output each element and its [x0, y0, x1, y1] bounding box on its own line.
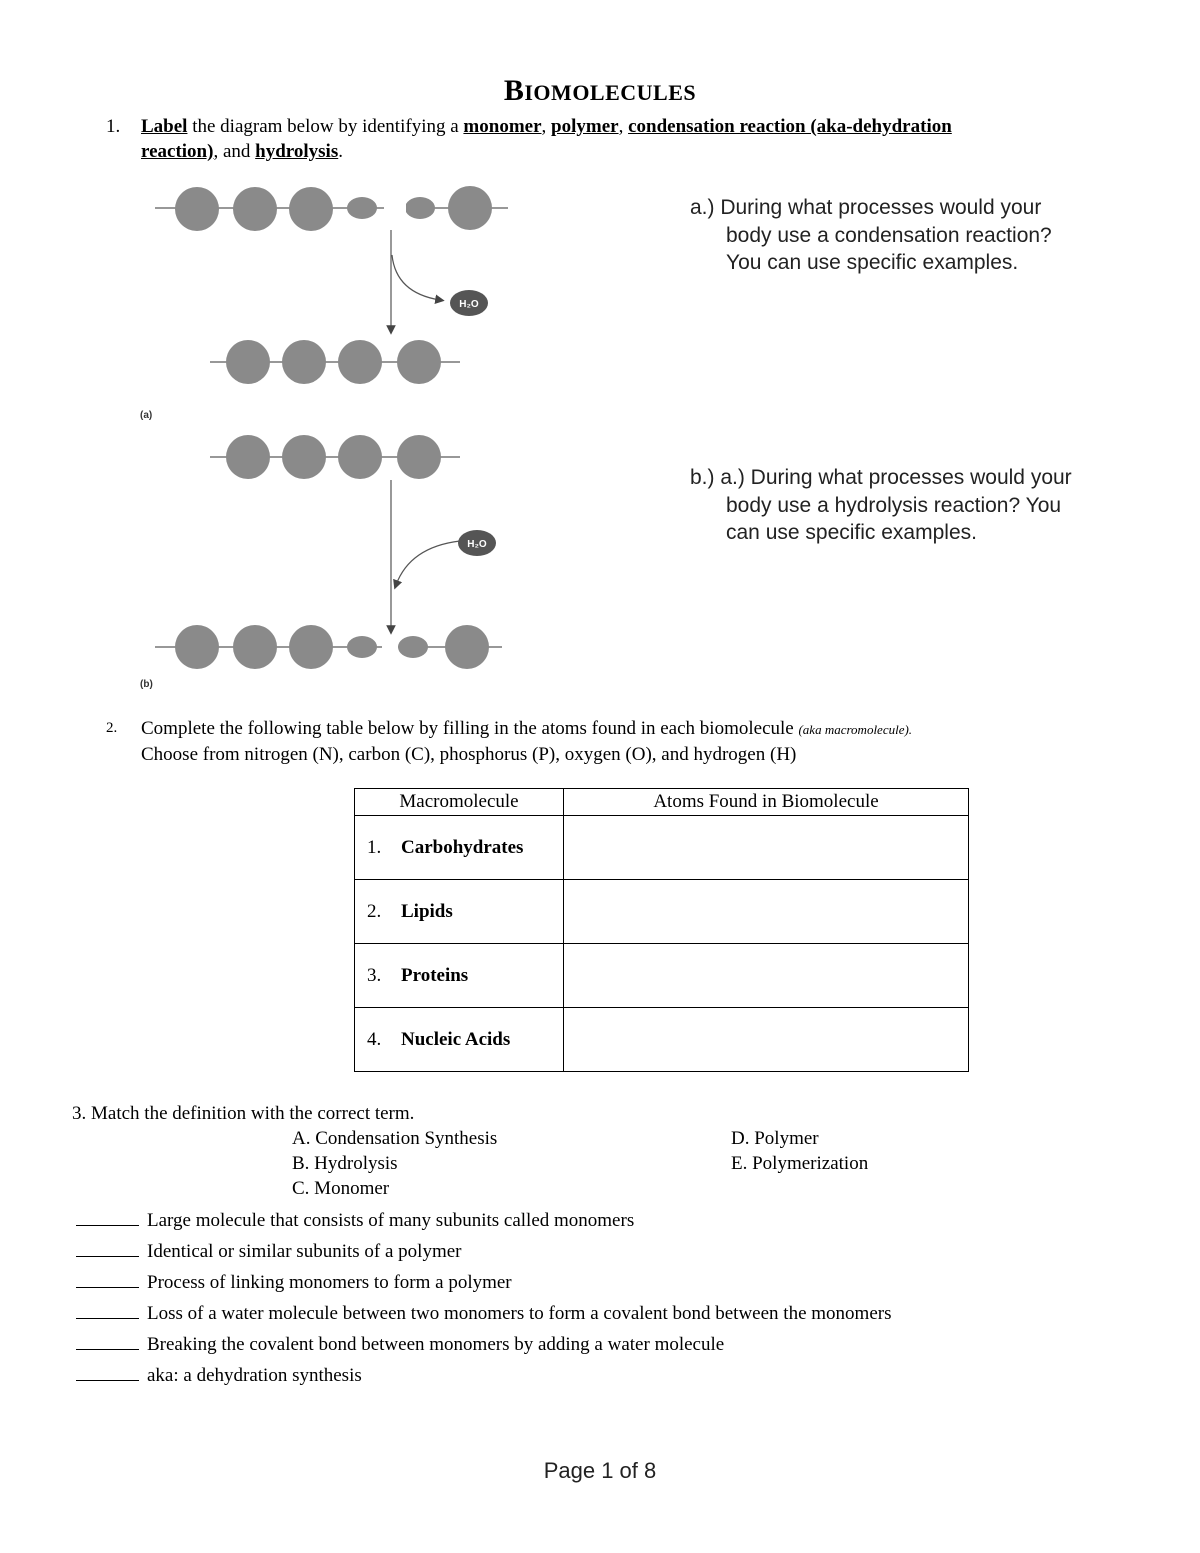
question-1-text [141, 114, 1101, 164]
table-row [355, 816, 969, 880]
monomer-term: monomer [463, 116, 542, 137]
q1-period: . [338, 141, 343, 162]
answer-blank[interactable] [76, 1269, 139, 1288]
monomer-chain-bottom [155, 625, 502, 669]
polymer-chain-a [210, 340, 460, 384]
table-row [355, 944, 969, 1008]
macromolecule-cell [355, 816, 564, 880]
question-a [690, 194, 1170, 277]
answer-blank[interactable] [76, 1207, 139, 1226]
question-b-line-2: body use a hydrolysis reaction? You [726, 493, 1062, 517]
row-number: 4. [367, 1028, 382, 1050]
term-d: D. Polymer [731, 1128, 819, 1149]
row-number: 2. [367, 900, 382, 922]
header-macromolecule: Macromolecule [355, 789, 564, 816]
page-title [0, 74, 1200, 108]
title-initial: B [503, 74, 525, 107]
term-a: A. Condensation Synthesis [292, 1128, 498, 1149]
term-c: C. Monomer [292, 1178, 390, 1199]
atoms-answer-cell[interactable] [564, 944, 969, 1008]
definition-text: Loss of a water molecule between two monomers to form a covalent bond between the monomers [147, 1303, 892, 1324]
definition-item [76, 1236, 1176, 1267]
polymer-term: polymer [551, 116, 619, 137]
title-rest: IOMOLECULES [524, 80, 697, 105]
atoms-answer-cell[interactable] [564, 880, 969, 944]
label-b: (b) [140, 679, 153, 690]
q1-comma-1: , [541, 116, 552, 137]
row-number: 3. [367, 964, 382, 986]
definition-text: Large molecule that consists of many subunits called monomers [147, 1210, 635, 1231]
definition-item [76, 1205, 1176, 1236]
question-a-line-3: You can use specific examples. [726, 251, 1019, 274]
q1-text-1: the diagram below by identifying a [187, 116, 464, 137]
water-label-b: H₂O [467, 539, 487, 550]
atoms-answer-cell[interactable] [564, 1008, 969, 1072]
hydrolysis-term: hydrolysis [255, 141, 339, 162]
macromolecule-name: Lipids [401, 900, 453, 922]
question-a-line-1: a.) During what processes would your [690, 196, 1042, 219]
table-row [355, 880, 969, 944]
answer-blank[interactable] [76, 1300, 139, 1319]
table-header-row [355, 789, 969, 816]
q2-aka: (aka macromolecule). [798, 722, 913, 737]
definition-item [76, 1267, 1176, 1298]
question-2-number: 2. [106, 720, 118, 736]
header-atoms: Atoms Found in Biomolecule [564, 789, 969, 816]
definitions-list [76, 1205, 1176, 1391]
page-number: Page 1 of 8 [543, 1458, 657, 1483]
row-number: 1. [367, 836, 382, 858]
q1-comma-2: , [618, 116, 629, 137]
q1-text-2: , and [213, 141, 256, 162]
definition-item [76, 1298, 1176, 1329]
polymer-chain-b [210, 435, 460, 479]
macromolecule-cell [355, 944, 564, 1008]
definition-text: Breaking the covalent bond between monomers by adding a water molecule [147, 1334, 725, 1355]
definition-text: Identical or similar subunits of a polymer [147, 1241, 462, 1262]
question-b [690, 464, 1170, 547]
condensation-term: condensation reaction (aka-dehydration [628, 116, 952, 137]
definition-item [76, 1329, 1176, 1360]
macromolecule-name: Proteins [401, 964, 469, 986]
macromolecule-name: Nucleic Acids [401, 1028, 511, 1050]
q2-line-2: Choose from nitrogen (N), carbon (C), phosphorus (P), oxygen (O), and hydrogen (H) [141, 744, 797, 765]
question-a-line-2: body use a condensation reaction? [726, 223, 1052, 247]
question-3-intro: 3. Match the definition with the correct term. [72, 1103, 415, 1124]
answer-blank[interactable] [76, 1362, 139, 1381]
q2-line-1: Complete the following table below by filling in the atoms found in each biomolecule [141, 718, 799, 739]
question-1-number: 1. [106, 116, 121, 137]
atoms-answer-cell[interactable] [564, 816, 969, 880]
table-row [355, 1008, 969, 1072]
water-release-arrow [392, 255, 440, 300]
label-a: (a) [140, 410, 153, 421]
reaction-diagram [130, 175, 530, 700]
answer-blank[interactable] [76, 1331, 139, 1350]
question-b-line-3: can use specific examples. [726, 521, 977, 544]
macromolecule-name: Carbohydrates [401, 836, 524, 858]
term-b: B. Hydrolysis [292, 1153, 398, 1174]
macromolecule-cell [355, 1008, 564, 1072]
definition-text: aka: a dehydration synthesis [147, 1365, 362, 1386]
label-term: Label [141, 116, 188, 137]
question-b-line-1: b.) a.) During what processes would your [690, 466, 1072, 489]
condensation-term-end: reaction) [141, 141, 214, 162]
definition-text: Process of linking monomers to form a polymer [147, 1272, 512, 1293]
monomer-chain-top [155, 186, 508, 231]
definition-item [76, 1360, 1176, 1391]
water-add-arrow [396, 541, 460, 585]
atoms-table [354, 788, 969, 1072]
term-e: E. Polymerization [731, 1153, 869, 1174]
water-label-a: H₂O [459, 299, 479, 310]
macromolecule-cell [355, 880, 564, 944]
question-2-text [141, 716, 1141, 767]
answer-blank[interactable] [76, 1238, 139, 1257]
